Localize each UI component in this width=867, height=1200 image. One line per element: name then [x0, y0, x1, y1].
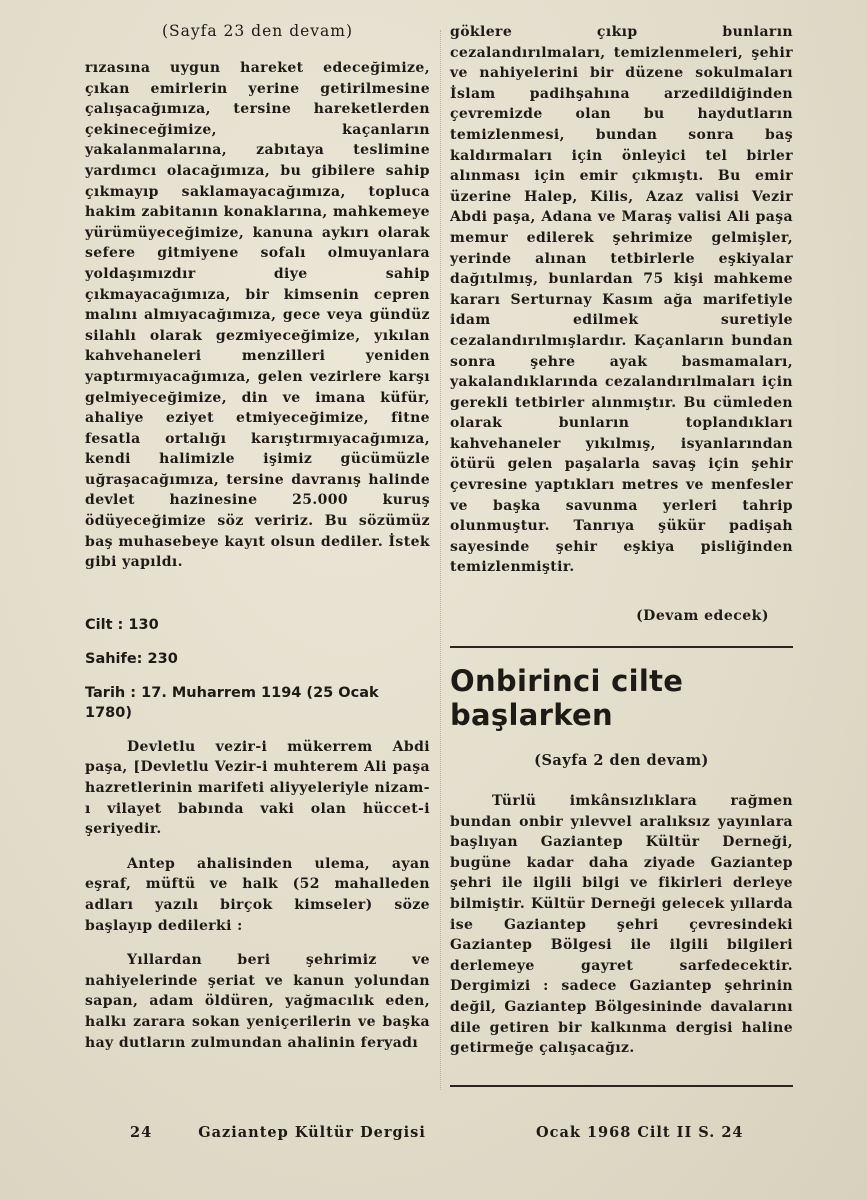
column-divider [440, 30, 441, 1090]
article-top-rule [450, 646, 793, 648]
meta-cilt: Cilt : 130 [85, 616, 159, 633]
right-paragraph-1: göklere çıkıp bunların cezalandırılmaları, temizlenmeleri, şehir ve nahiyelerini bir düzene sokulmaları İslam padihşahına arzedildiğinden çevremizde olan bu haydutların temizlenmesi, bundan sonra baş kaldırmaları için önleyici tel birler alınması için emir çıkmıştı. Bu emir üzerine Halep, Kilis, Azaz valisi Vezir Abdi paşa, Adana ve Maraş valisi Ali paşa memur edilerek şehrimize gelmişler, yerinde alınan tetbirlerle eşkiyalar dağıtılmış, bunlardan 75 kişi mahkeme kararı Serturnay Kasım ağa marifetiyle idam edilmek suretiyle cezalandırılmışlardır. Kaçanların bundan sonra şehre ayak basmamaları, yakalandıklarında cezalandırılmaları için gerekli tetbirler alınmıştır. Bu cümleden olarak bunların toplandıkları kahvehaneler yıkılmış, isyanlarından ötürü gelen paşalarla savaş için şehir çevresine yaptıkları metres ve menfesler ve başka savunma yerleri tahrip olunmuştur. Tanrıya şükür padişah sayesinde şehir eşkiya pisliğinden temizlenmiştir. [450, 24, 793, 576]
to-be-continued-note: (Devam edecek) [636, 608, 769, 625]
article-title: Onbirinci cilte başlarken [450, 664, 684, 733]
article-continued-note: (Sayfa 2 den devam) [534, 752, 709, 770]
left-paragraph-3: Antep ahalisinden ulema, ayan eşraf, müftü ve halk (52 mahalleden adları yazılı birçok kimseler) söze başlayıp dedilerki : [85, 855, 430, 934]
page-number: 24 [130, 1124, 153, 1141]
left-paragraph-4: Yıllardan beri şehrimiz ve nahiyelerinde şeriat ve kanun yolundan sapan, adam öldüren, yağmacılık eden, halkı zarara sokan yeniçerilerin ve başka hay dutların zulmundan ahalinin feryadı [85, 952, 430, 1051]
left-paragraph-2: Devletlu vezir-i mükerrem Abdi paşa, [Devletlu Vezir-i muhterem Ali paşa hazretlerinin marifeti aliyyeleriyle nizam-ı vilayet babında vaki olan hüccet-i şeriyedir. [85, 738, 430, 838]
footer-left [130, 1124, 426, 1141]
magazine-name: Gaziantep Kültür Dergisi [198, 1124, 426, 1141]
right-column [450, 22, 793, 1087]
meta-tarih: Tarih : 17. Muharrem 1194 (25 Ocak 1780) [85, 684, 379, 721]
continued-from-note: (Sayfa 23 den devam) [161, 22, 354, 40]
left-column [85, 22, 430, 1053]
article-body: Türlü imkânsızlıklara rağmen bundan onbir yılevvel aralıksız yayınlara başlıyan Gaziantep Kültür Derneği, bugüne kadar daha ziyade Gaziantep şehri ile ilgili bilgi ve fikirleri derleye bilmiştir. Kültür Derneği gelecek yıllarda ise Gaziantep şehri çevresindeki Gaziantep Bölgesi ile ilgili bilgileri derlemeye gayret sarfedecektir. Dergimizi : sadece Gaziantep şehrinin değil, Gaziantep Bölgesininde davalarını dile getiren bir kalkınma dergisi haline getirmeğe çalışacağız. [450, 793, 793, 1057]
left-paragraph-1: rızasına uygun hareket edeceğimize, çıkan emirlerin yerine getirilmesine çalışacağımıza, tersine hareketlerden çekineceğimize, kaçanların yakalanmalarına, zabıtaya teslimine yardımcı olacağımıza, bu gibilere sahip çıkmayıp saklamayacağımıza, topluca hakim zabitanın konaklarına, mahkemeye yürümüyeceğimize, kanuna aykırı olarak sefere gitmiyene sofalı olmuyanlara yoldaşımızdır diye sahip çıkmayacağımıza, bir kimsenin cepren malını almıyacağımıza, gece veya gündüz silahlı olarak gezmiyeceğimize, yıkılan kahvehaneleri menzilleri yeniden yaptırmıyacağımıza, gelen vezirlere karşı gelmiyeceğimize, din ve imana küfür, ahaliye eziyet etmiyeceğimize, fitne fesatla ortalığı karıştırmıyacağımıza, kendi halimizle işimiz gücümüzle uğraşacağımıza, tersine davranış halinde devlet hazinesine 25.000 kuruş ödüyeceğimize söz veririz. Bu sözümüz baş muhasebeye kayıt olsun dediler. İstek gibi yapıldı. [85, 60, 430, 571]
issue-info: Ocak 1968 Cilt II S. 24 [536, 1124, 744, 1141]
article-bottom-rule [450, 1085, 793, 1087]
meta-sahife: Sahife: 230 [85, 650, 178, 667]
